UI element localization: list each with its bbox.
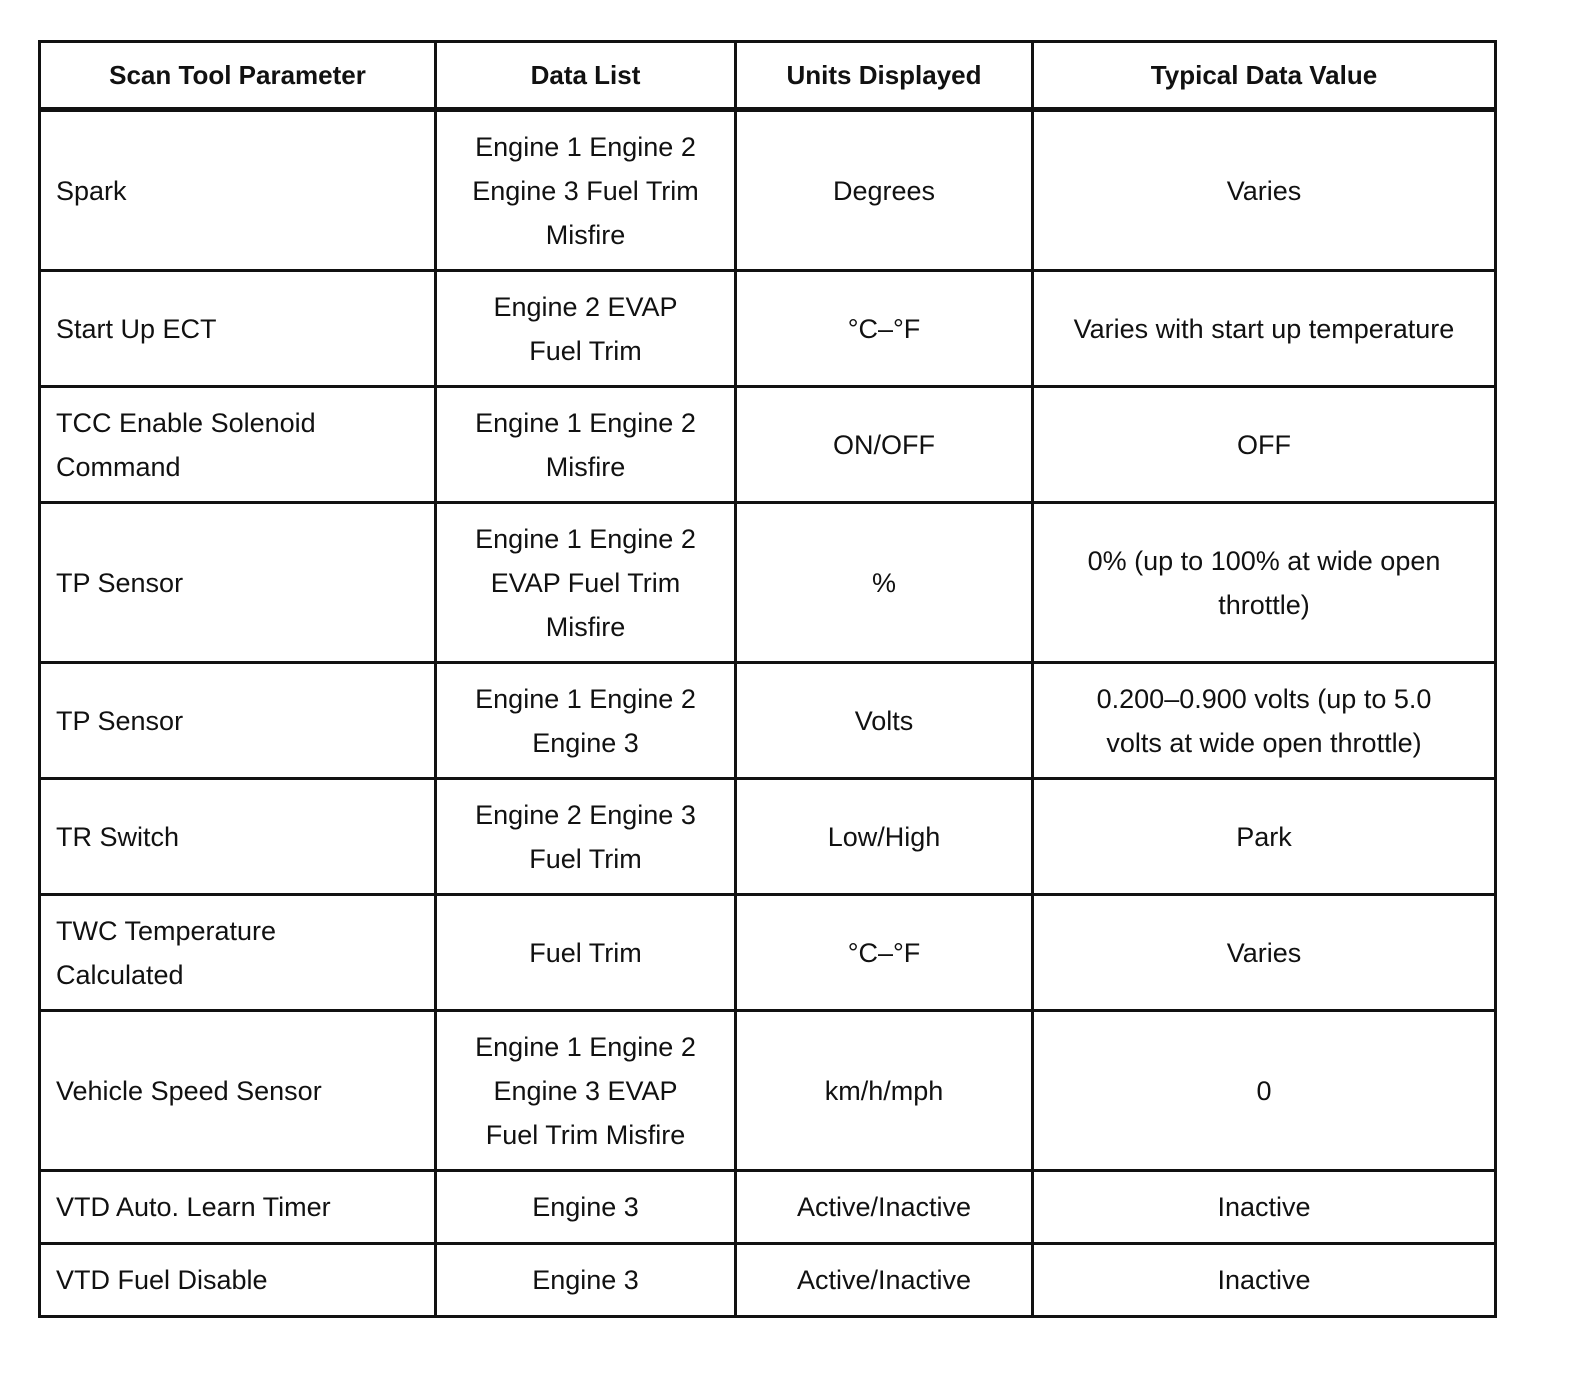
units-cell: ON/OFF (736, 387, 1033, 503)
table-row (40, 110, 1496, 271)
units-cell: °C–°F (736, 895, 1033, 1011)
data-list-line: Misfire (545, 611, 626, 642)
data-list-line: Fuel Trim (529, 335, 642, 366)
parameter-cell (40, 895, 436, 1011)
parameter-cell (40, 271, 436, 387)
data-list-line: Engine 1 Engine 2 (475, 407, 696, 438)
typical-value-line: Varies (1226, 175, 1302, 206)
data-list-cell (436, 1171, 736, 1244)
typical-value-cell (1033, 271, 1496, 387)
parameter-cell (40, 503, 436, 663)
typical-value-line: throttle) (1218, 589, 1310, 620)
table-row (40, 271, 1496, 387)
parameter-line: Spark (56, 175, 127, 206)
parameter-line: TR Switch (56, 821, 180, 852)
data-list-cell (436, 1244, 736, 1317)
data-list-cell (436, 503, 736, 663)
header-row (40, 42, 1496, 110)
header-scan-tool-parameter: Scan Tool Parameter (40, 42, 436, 110)
parameter-cell (40, 110, 436, 271)
data-list-line: Engine 3 (532, 1265, 639, 1295)
table-row (40, 1244, 1496, 1317)
data-list-cell (436, 779, 736, 895)
data-list-cell (436, 387, 736, 503)
typical-value-cell (1033, 663, 1496, 779)
table-row (40, 663, 1496, 779)
data-list-line: Engine 1 Engine 2 (475, 131, 696, 162)
typical-value-line: Varies with start up temperature (1073, 313, 1455, 344)
data-list-cell (436, 271, 736, 387)
data-list-cell (436, 895, 736, 1011)
table-row (40, 1011, 1496, 1171)
table-row (40, 895, 1496, 1011)
parameter-cell (40, 387, 436, 503)
data-list-line: Engine 1 Engine 2 (475, 523, 696, 554)
parameter-line: TP Sensor (56, 567, 184, 598)
typical-value-line: 0 (1256, 1075, 1272, 1106)
units-cell: km/h/mph (736, 1011, 1033, 1171)
data-list-line: Fuel Trim (529, 843, 642, 874)
data-list-line: Engine 3 (532, 727, 639, 758)
typical-value-cell (1033, 779, 1496, 895)
data-list-line: Fuel Trim (529, 937, 642, 968)
parameter-line: VTD Auto. Learn Timer (56, 1192, 331, 1222)
data-list-cell (436, 663, 736, 779)
parameter-line: Command (56, 451, 181, 482)
typical-value-line: volts at wide open throttle) (1106, 727, 1422, 758)
typical-value-line: 0% (up to 100% at wide open (1087, 545, 1441, 576)
units-cell: Active/Inactive (736, 1171, 1033, 1244)
data-list-line: Misfire (545, 219, 626, 250)
parameter-line: Start Up ECT (56, 313, 217, 344)
header-typical-data-value: Typical Data Value (1033, 42, 1496, 110)
parameter-line: TCC Enable Solenoid (56, 407, 316, 438)
typical-value-line: Park (1236, 821, 1292, 852)
parameter-cell (40, 1011, 436, 1171)
units-cell: Volts (736, 663, 1033, 779)
parameter-line: Calculated (56, 959, 184, 990)
typical-value-cell (1033, 1011, 1496, 1171)
typical-value-line: 0.200–0.900 volts (up to 5.0 (1096, 683, 1432, 714)
parameter-cell (40, 779, 436, 895)
data-list-line: Engine 1 Engine 2 (475, 683, 696, 714)
parameter-cell (40, 1244, 436, 1317)
parameter-line: TWC Temperature (56, 915, 277, 946)
scan-tool-data-table (38, 40, 1497, 1318)
parameter-line: TP Sensor (56, 705, 184, 736)
data-list-line: Fuel Trim Misfire (485, 1119, 686, 1150)
data-list-line: Engine 3 Fuel Trim (472, 175, 699, 206)
units-cell: Active/Inactive (736, 1244, 1033, 1317)
data-list-cell (436, 1011, 736, 1171)
typical-value-cell (1033, 895, 1496, 1011)
typical-value-line: OFF (1237, 429, 1291, 460)
table-row (40, 779, 1496, 895)
typical-value-cell (1033, 387, 1496, 503)
table-row (40, 1171, 1496, 1244)
data-list-line: Engine 2 Engine 3 (475, 799, 696, 830)
typical-value-line: Varies (1226, 937, 1302, 968)
table-row (40, 503, 1496, 663)
header-data-list: Data List (436, 42, 736, 110)
units-cell: Low/High (736, 779, 1033, 895)
table-row (40, 387, 1496, 503)
parameter-line: Vehicle Speed Sensor (56, 1075, 322, 1106)
data-list-line: Engine 3 (532, 1192, 639, 1222)
data-list-line: EVAP Fuel Trim (490, 567, 681, 598)
typical-value-cell (1033, 1244, 1496, 1317)
header-units-displayed: Units Displayed (736, 42, 1033, 110)
parameter-cell (40, 1171, 436, 1244)
units-cell: °C–°F (736, 271, 1033, 387)
units-cell: Degrees (736, 110, 1033, 271)
data-list-cell (436, 110, 736, 271)
data-list-line: Engine 3 EVAP (493, 1075, 678, 1106)
typical-value-cell (1033, 1171, 1496, 1244)
typical-value-cell (1033, 110, 1496, 271)
typical-value-cell (1033, 503, 1496, 663)
data-list-line: Engine 1 Engine 2 (475, 1031, 696, 1062)
typical-value-line: Inactive (1217, 1265, 1311, 1295)
data-list-line: Engine 2 EVAP (493, 291, 678, 322)
parameter-line: VTD Fuel Disable (56, 1265, 268, 1295)
units-cell: % (736, 503, 1033, 663)
parameter-cell (40, 663, 436, 779)
typical-value-line: Inactive (1217, 1192, 1311, 1222)
data-list-line: Misfire (545, 451, 626, 482)
